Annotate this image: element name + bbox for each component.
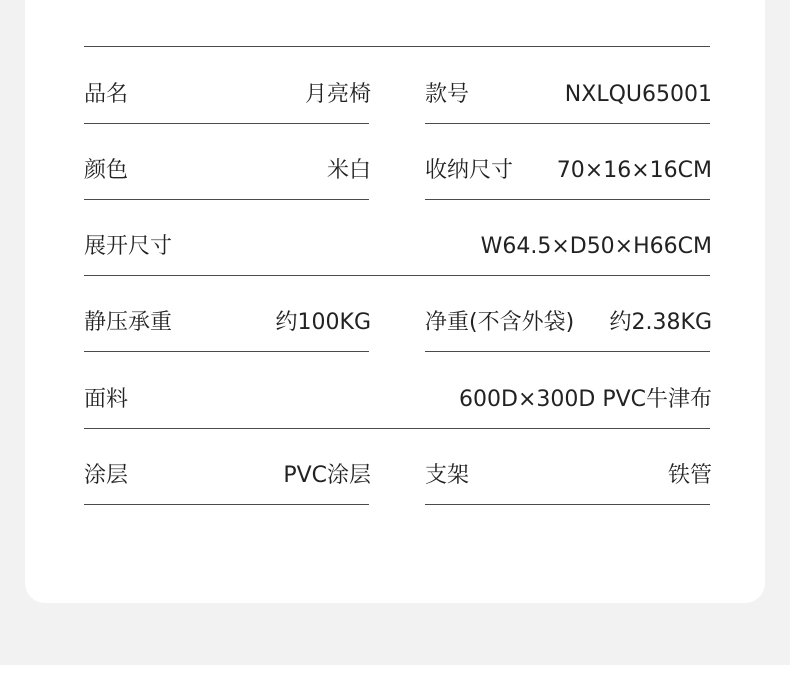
spec-label: 静压承重 xyxy=(84,310,173,335)
spec-label: 品名 xyxy=(84,82,129,107)
spec-value: 米白 xyxy=(326,158,371,183)
spec-label: 颜色 xyxy=(84,158,129,183)
spec-cell-fabric xyxy=(84,352,710,429)
spec-value: PVC涂层 xyxy=(283,463,371,488)
spec-value: 约100KG xyxy=(275,310,371,335)
spec-value: 600D×300D PVC牛津布 xyxy=(459,387,712,412)
spec-label: 涂层 xyxy=(84,463,129,488)
spec-cell-net-weight xyxy=(425,275,710,352)
spec-row-color xyxy=(0,123,790,200)
spec-cell-static-load xyxy=(84,275,369,352)
spec-cell-folded-size xyxy=(425,123,710,200)
spec-cell-color xyxy=(84,123,369,200)
spec-cell-coating xyxy=(84,428,369,505)
spec-value: 铁管 xyxy=(667,463,712,488)
spec-row-unfolded-size xyxy=(0,199,790,276)
spec-cell-frame xyxy=(425,428,710,505)
spec-label: 面料 xyxy=(84,387,129,412)
spec-row-fabric xyxy=(0,352,790,429)
spec-cell-model-number xyxy=(425,47,710,124)
bottom-band xyxy=(0,665,790,687)
spec-cell-unfolded-size xyxy=(84,199,710,276)
spec-label: 展开尺寸 xyxy=(84,234,173,259)
spec-row-product xyxy=(0,47,790,124)
spec-row-load xyxy=(0,275,790,352)
spec-label: 收纳尺寸 xyxy=(425,158,514,183)
spec-row-coating xyxy=(0,428,790,505)
spec-value: 月亮椅 xyxy=(304,82,371,107)
spec-value: W64.5×D50×H66CM xyxy=(480,234,712,259)
spec-label: 款号 xyxy=(425,82,470,107)
spec-value: 70×16×16CM xyxy=(556,158,712,183)
spec-label: 净重(不含外袋) xyxy=(425,310,575,335)
spec-value: NXLQU65001 xyxy=(564,82,712,107)
spec-cell-product-name xyxy=(84,47,369,124)
spec-value: 约2.38KG xyxy=(609,310,712,335)
spec-label: 支架 xyxy=(425,463,470,488)
